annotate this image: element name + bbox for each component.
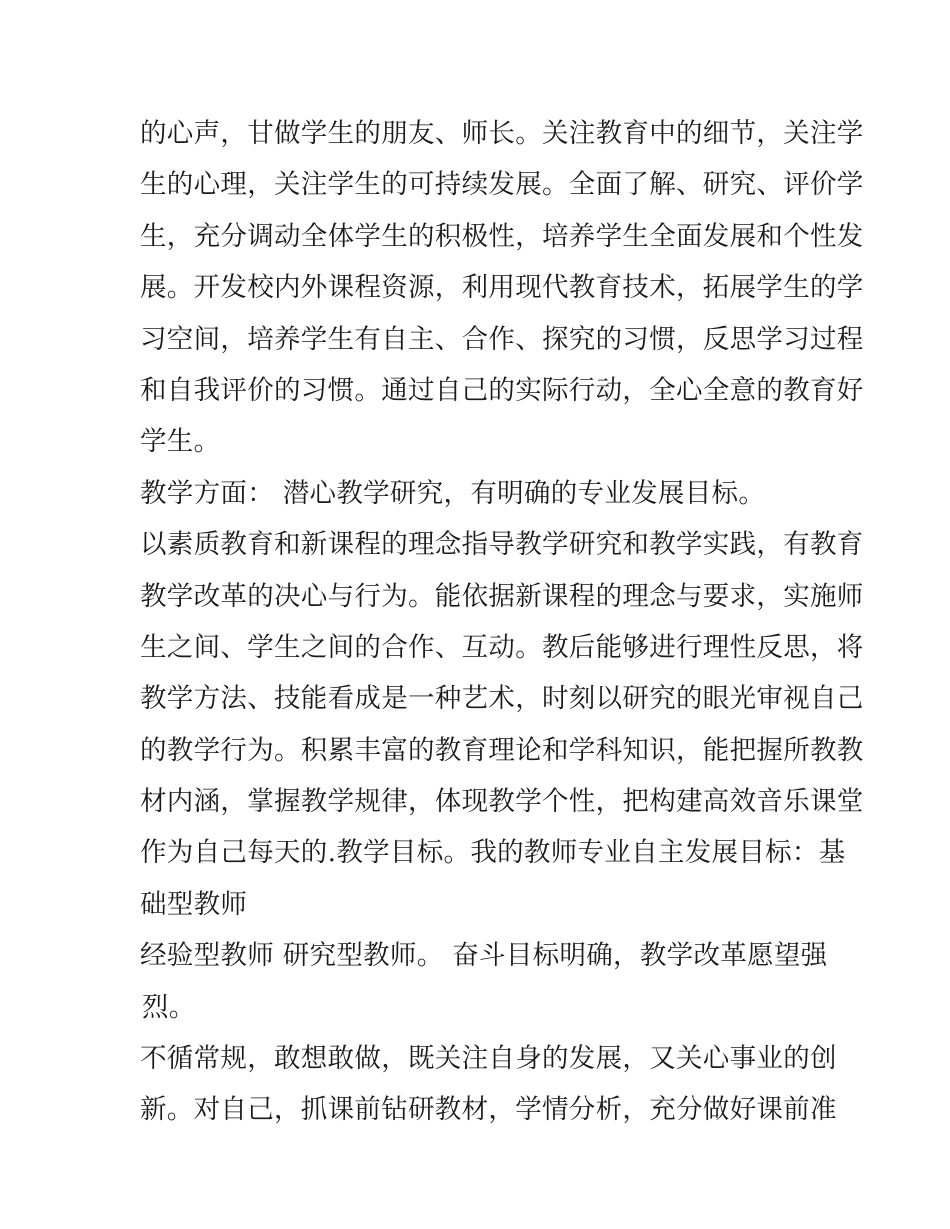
text-line: 学生。 (140, 426, 221, 458)
text-line: 材内涵，掌握教学规律，体现教学个性，把构建高效音乐课堂 (140, 786, 864, 818)
text-line: 的心声，甘做学生的朋友、师长。关注教育中的细节，关注学 (140, 118, 864, 149)
document-body (140, 108, 864, 1136)
text-line: 的教学行为。积累丰富的教育理论和学科知识，能把握所教教 (140, 734, 864, 766)
text-line: 生的心理，关注学生的可持续发展。全面了解、研究、评价学 (140, 169, 864, 201)
text-line: 生，充分调动全体学生的积极性，培养学生全面发展和个性发 (140, 220, 864, 252)
text-line: 展。开发校内外课程资源，利用现代教育技术，拓展学生的学 (140, 272, 864, 304)
text-line: 教学改革的决心与行为。能依据新课程的理念与要求，实施师 (140, 580, 864, 612)
text-line: 烈。 (142, 991, 196, 1023)
text-line: 以素质教育和新课程的理念指导教学研究和教学实践，有教育 (140, 529, 864, 561)
text-line: 教学方法、技能看成是一种艺术，时刻以研究的眼光审视自己 (140, 683, 864, 715)
section-heading-line: 教学方面： 潜心教学研究，有明确的专业发展目标。 (140, 477, 766, 509)
text-line: 不循常规，敢想敢做，既关注自身的发展，又关心事业的创 (140, 1043, 837, 1075)
text-line: 习空间，培养学生有自主、合作、探究的习惯，反思学习过程 (140, 323, 864, 355)
text-line: 生之间、学生之间的合作、互动。教后能够进行理性反思，将 (140, 631, 864, 663)
text-line: 础型教师 (140, 888, 248, 920)
text-line: 新。对自己，抓课前钻研教材，学情分析，充分做好课前准 (140, 1094, 837, 1126)
text-line: 和自我评价的习惯。通过自己的实际行动，全心全意的教育好 (140, 374, 864, 406)
text-line: 作为自己每天的.教学目标。我的教师专业自主发展目标：基 (140, 837, 846, 869)
text-line: 经验型教师 研究型教师。 奋斗目标明确，教学改革愿望强 (140, 940, 828, 972)
